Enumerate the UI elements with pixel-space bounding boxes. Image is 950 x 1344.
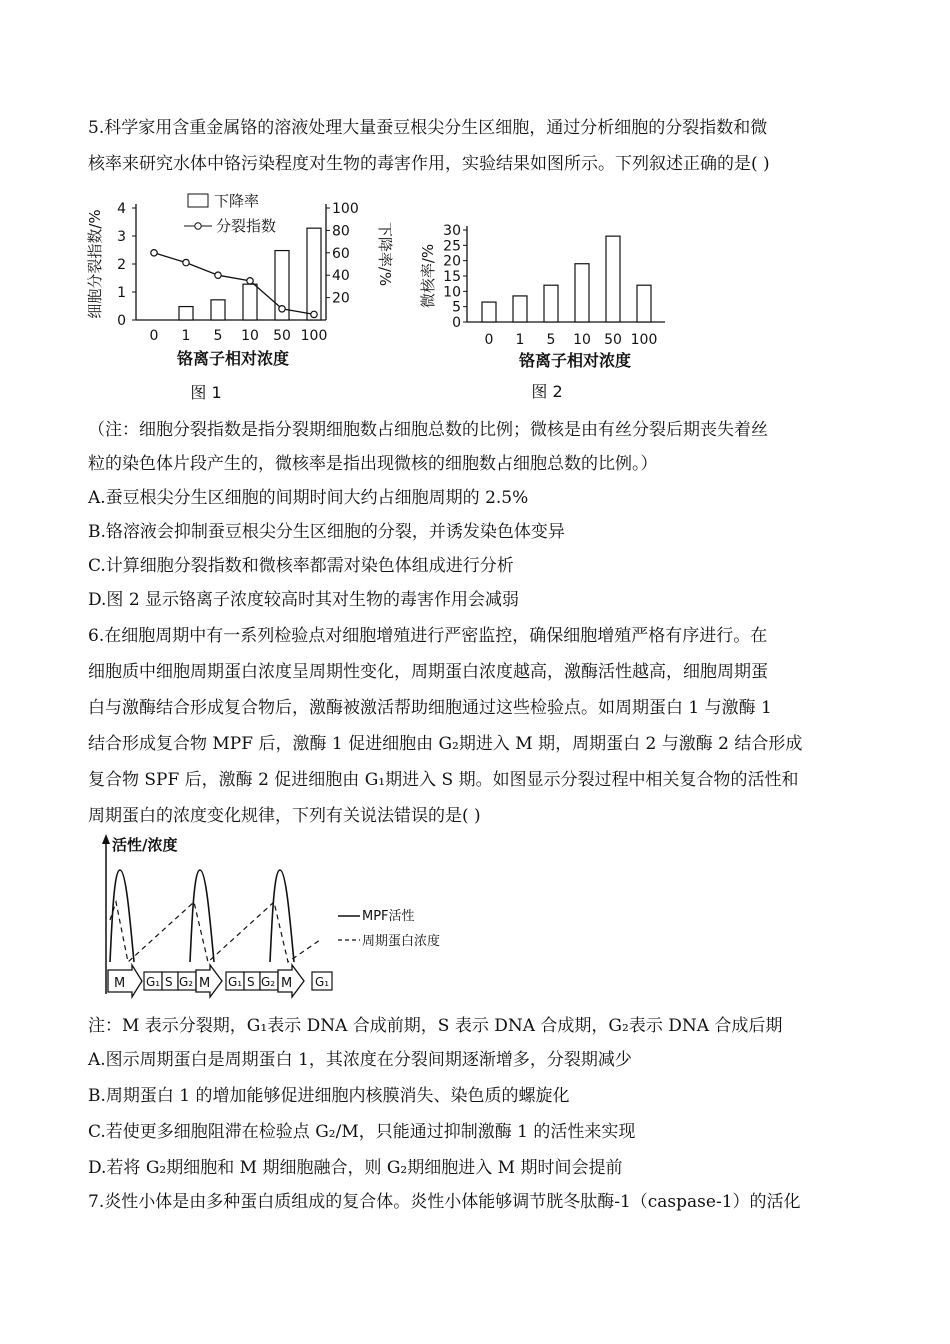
x-tick-label: 50	[604, 332, 622, 348]
figure-2-chart	[415, 215, 685, 405]
q7-stem: 7.炎性小体是由多种蛋白质组成的复合体。炎性小体能够调节胱冬肽酶-1（caspase-1）的活化	[88, 1192, 801, 1212]
x-axis-title: 铬离子相对浓度	[176, 349, 290, 368]
q5-note-line-1: （注：细胞分裂指数是指分裂期细胞数占细胞总数的比例；微核是由有丝分裂后期丧失着丝	[88, 420, 768, 440]
y2-tick-label: 100	[332, 201, 359, 217]
legend-mpf-label: MPF活性	[362, 909, 415, 924]
q6-option-c: C.若使更多细胞阻滞在检验点 G₂/M，只能通过抑制激酶 1 的活性来实现	[88, 1122, 636, 1142]
y-tick-label: 1	[117, 285, 126, 301]
y-tick-label: 20	[443, 253, 461, 270]
point-division-index	[183, 259, 189, 265]
x-tick-label: 1	[181, 328, 191, 344]
phase-label: G₁	[146, 975, 161, 989]
point-division-index	[215, 272, 221, 278]
x-tick-label: 50	[273, 328, 291, 344]
bar-micronucleus-rate	[606, 236, 620, 322]
y-tick-label: 2	[117, 257, 126, 273]
x-tick-label: 100	[300, 328, 328, 344]
x-axis-title: 铬离子相对浓度	[518, 351, 632, 370]
point-division-index	[311, 311, 317, 317]
phase-label: S	[247, 975, 255, 989]
legend-line-label: 分裂指数	[216, 217, 277, 235]
phase-label: G₂	[261, 975, 276, 989]
bar-micronucleus-rate	[575, 264, 589, 322]
point-division-index	[151, 250, 157, 256]
y2-tick-label: 40	[332, 268, 350, 285]
y2-axis-title: 下降率/%	[376, 221, 394, 287]
q5-stem-line-2: 核率来研究水体中铬污染程度对生物的毒害作用，实验结果如图所示。下列叙述正确的是( )	[88, 154, 770, 174]
y-tick-label: 5	[452, 299, 461, 316]
y-tick-label: 4	[117, 201, 126, 217]
x-tick-label: 1	[515, 332, 525, 348]
legend-bar-swatch	[188, 194, 208, 207]
x-tick-label: 10	[241, 328, 259, 344]
q5-option-c: C.计算细胞分裂指数和微核率都需对染色体组成进行分析	[88, 556, 514, 576]
x-tick-label: 0	[484, 332, 494, 348]
bar-micronucleus-rate	[482, 302, 496, 322]
q6-stem-line-4: 结合形成复合物 MPF 后，激酶 1 促进细胞由 G₂期进入 M 期，周期蛋白 2 与激酶 2 结合形成	[88, 734, 803, 754]
legend-line-marker	[195, 223, 201, 229]
legend-cyclin-label: 周期蛋白浓度	[362, 934, 441, 949]
y2-tick-label: 20	[332, 290, 350, 307]
bar-micronucleus-rate	[637, 285, 651, 322]
y-tick-label: 15	[443, 269, 461, 285]
q6-stem-line-5: 复合物 SPF 后，激酶 2 促进细胞由 G₁期进入 S 期。如图显示分裂过程中相关复合物的活性和	[88, 770, 799, 790]
legend-bar-label: 下降率	[214, 192, 260, 210]
x-tick-label: 5	[546, 332, 556, 348]
y-axis-title: 微核率/%	[419, 243, 437, 309]
q5-note-line-2: 粒的染色体片段产生的，微核率是指出现微核的细胞数占细胞总数的比例。）	[88, 454, 658, 474]
x-tick-label: 10	[573, 332, 591, 348]
q6-stem-line-3: 白与激酶结合形成复合物后，激酶被激活帮助细胞通过这些检验点。如周期蛋白 1 与激酶 1	[88, 698, 772, 718]
q5-option-d: D.图 2 显示铬离子浓度较高时其对生物的毒害作用会减弱	[88, 590, 520, 610]
phase-label: M	[114, 976, 126, 991]
bar-micronucleus-rate	[513, 296, 527, 322]
bar-decline-rate	[243, 284, 257, 320]
y-tick-label: 10	[443, 284, 461, 301]
bar-decline-rate	[179, 307, 193, 320]
y2-tick-label: 60	[332, 245, 350, 262]
x-tick-label: 5	[213, 328, 223, 344]
phase-label: M	[281, 976, 293, 991]
y2-tick-label: 80	[332, 223, 350, 240]
y-tick-label: 3	[117, 229, 126, 245]
point-division-index	[247, 278, 253, 284]
point-division-index	[279, 306, 285, 312]
y-axis-arrow-icon	[102, 834, 110, 844]
bar-decline-rate	[211, 300, 225, 320]
q6-note: 注：M 表示分裂期，G₁表示 DNA 合成前期，S 表示 DNA 合成期，G₂表示 DNA 合成后期	[88, 1016, 783, 1036]
q6-option-b: B.周期蛋白 1 的增加能够促进细胞内核膜消失、染色质的螺旋化	[88, 1086, 570, 1106]
q6-option-a: A.图示周期蛋白是周期蛋白 1，其浓度在分裂间期逐渐增多，分裂期减少	[88, 1050, 632, 1070]
mpf-peak-2	[190, 870, 214, 962]
y-tick-label: 0	[452, 315, 461, 331]
cell-cycle-diagram	[98, 830, 488, 1000]
phase-label: G₂	[179, 975, 194, 989]
x-tick-label: 100	[630, 332, 658, 348]
figure-title: 图 1	[190, 383, 222, 402]
mpf-peak-3	[270, 870, 294, 962]
phase-label: S	[165, 975, 173, 989]
y-tick-label: 0	[117, 313, 126, 329]
q5-stem-line-1: 5.科学家用含重金属铬的溶液处理大量蚕豆根尖分生区细胞，通过分析细胞的分裂指数和微	[88, 118, 768, 138]
q5-option-b: B.铬溶液会抑制蚕豆根尖分生区细胞的分裂，并诱发染色体变异	[88, 522, 565, 542]
figure-title: 图 2	[531, 382, 563, 401]
q6-option-d: D.若将 G₂期细胞和 M 期细胞融合，则 G₂期细胞进入 M 期时间会提前	[88, 1158, 623, 1178]
phase-label: M	[199, 976, 211, 991]
phase-label: G₁	[315, 975, 330, 989]
mpf-peak-1	[110, 870, 134, 962]
y-axis-title: 细胞分裂指数/%	[86, 209, 104, 319]
bar-micronucleus-rate	[544, 285, 558, 322]
y-tick-label: 30	[443, 223, 461, 239]
phase-bar	[108, 965, 332, 997]
figure-1-chart	[88, 190, 398, 405]
q6-stem-line-6: 周期蛋白的浓度变化规律，下列有关说法错误的是( )	[88, 806, 481, 826]
q6-stem-line-1: 6.在细胞周期中有一系列检验点对细胞增殖进行严密监控，确保细胞增殖严格有序进行。在	[88, 626, 768, 646]
phase-label: G₁	[228, 975, 243, 989]
line-division-index	[154, 253, 314, 315]
bar-decline-rate	[307, 228, 321, 320]
y-axis-label: 活性/浓度	[112, 836, 178, 854]
x-tick-label: 0	[149, 328, 159, 344]
y-tick-label: 25	[443, 238, 461, 255]
q6-stem-line-2: 细胞质中细胞周期蛋白浓度呈周期性变化，周期蛋白浓度越高，激酶活性越高，细胞周期蛋	[88, 662, 768, 682]
q5-option-a: A.蚕豆根尖分生区细胞的间期时间大约占细胞周期的 2.5%	[88, 488, 529, 508]
